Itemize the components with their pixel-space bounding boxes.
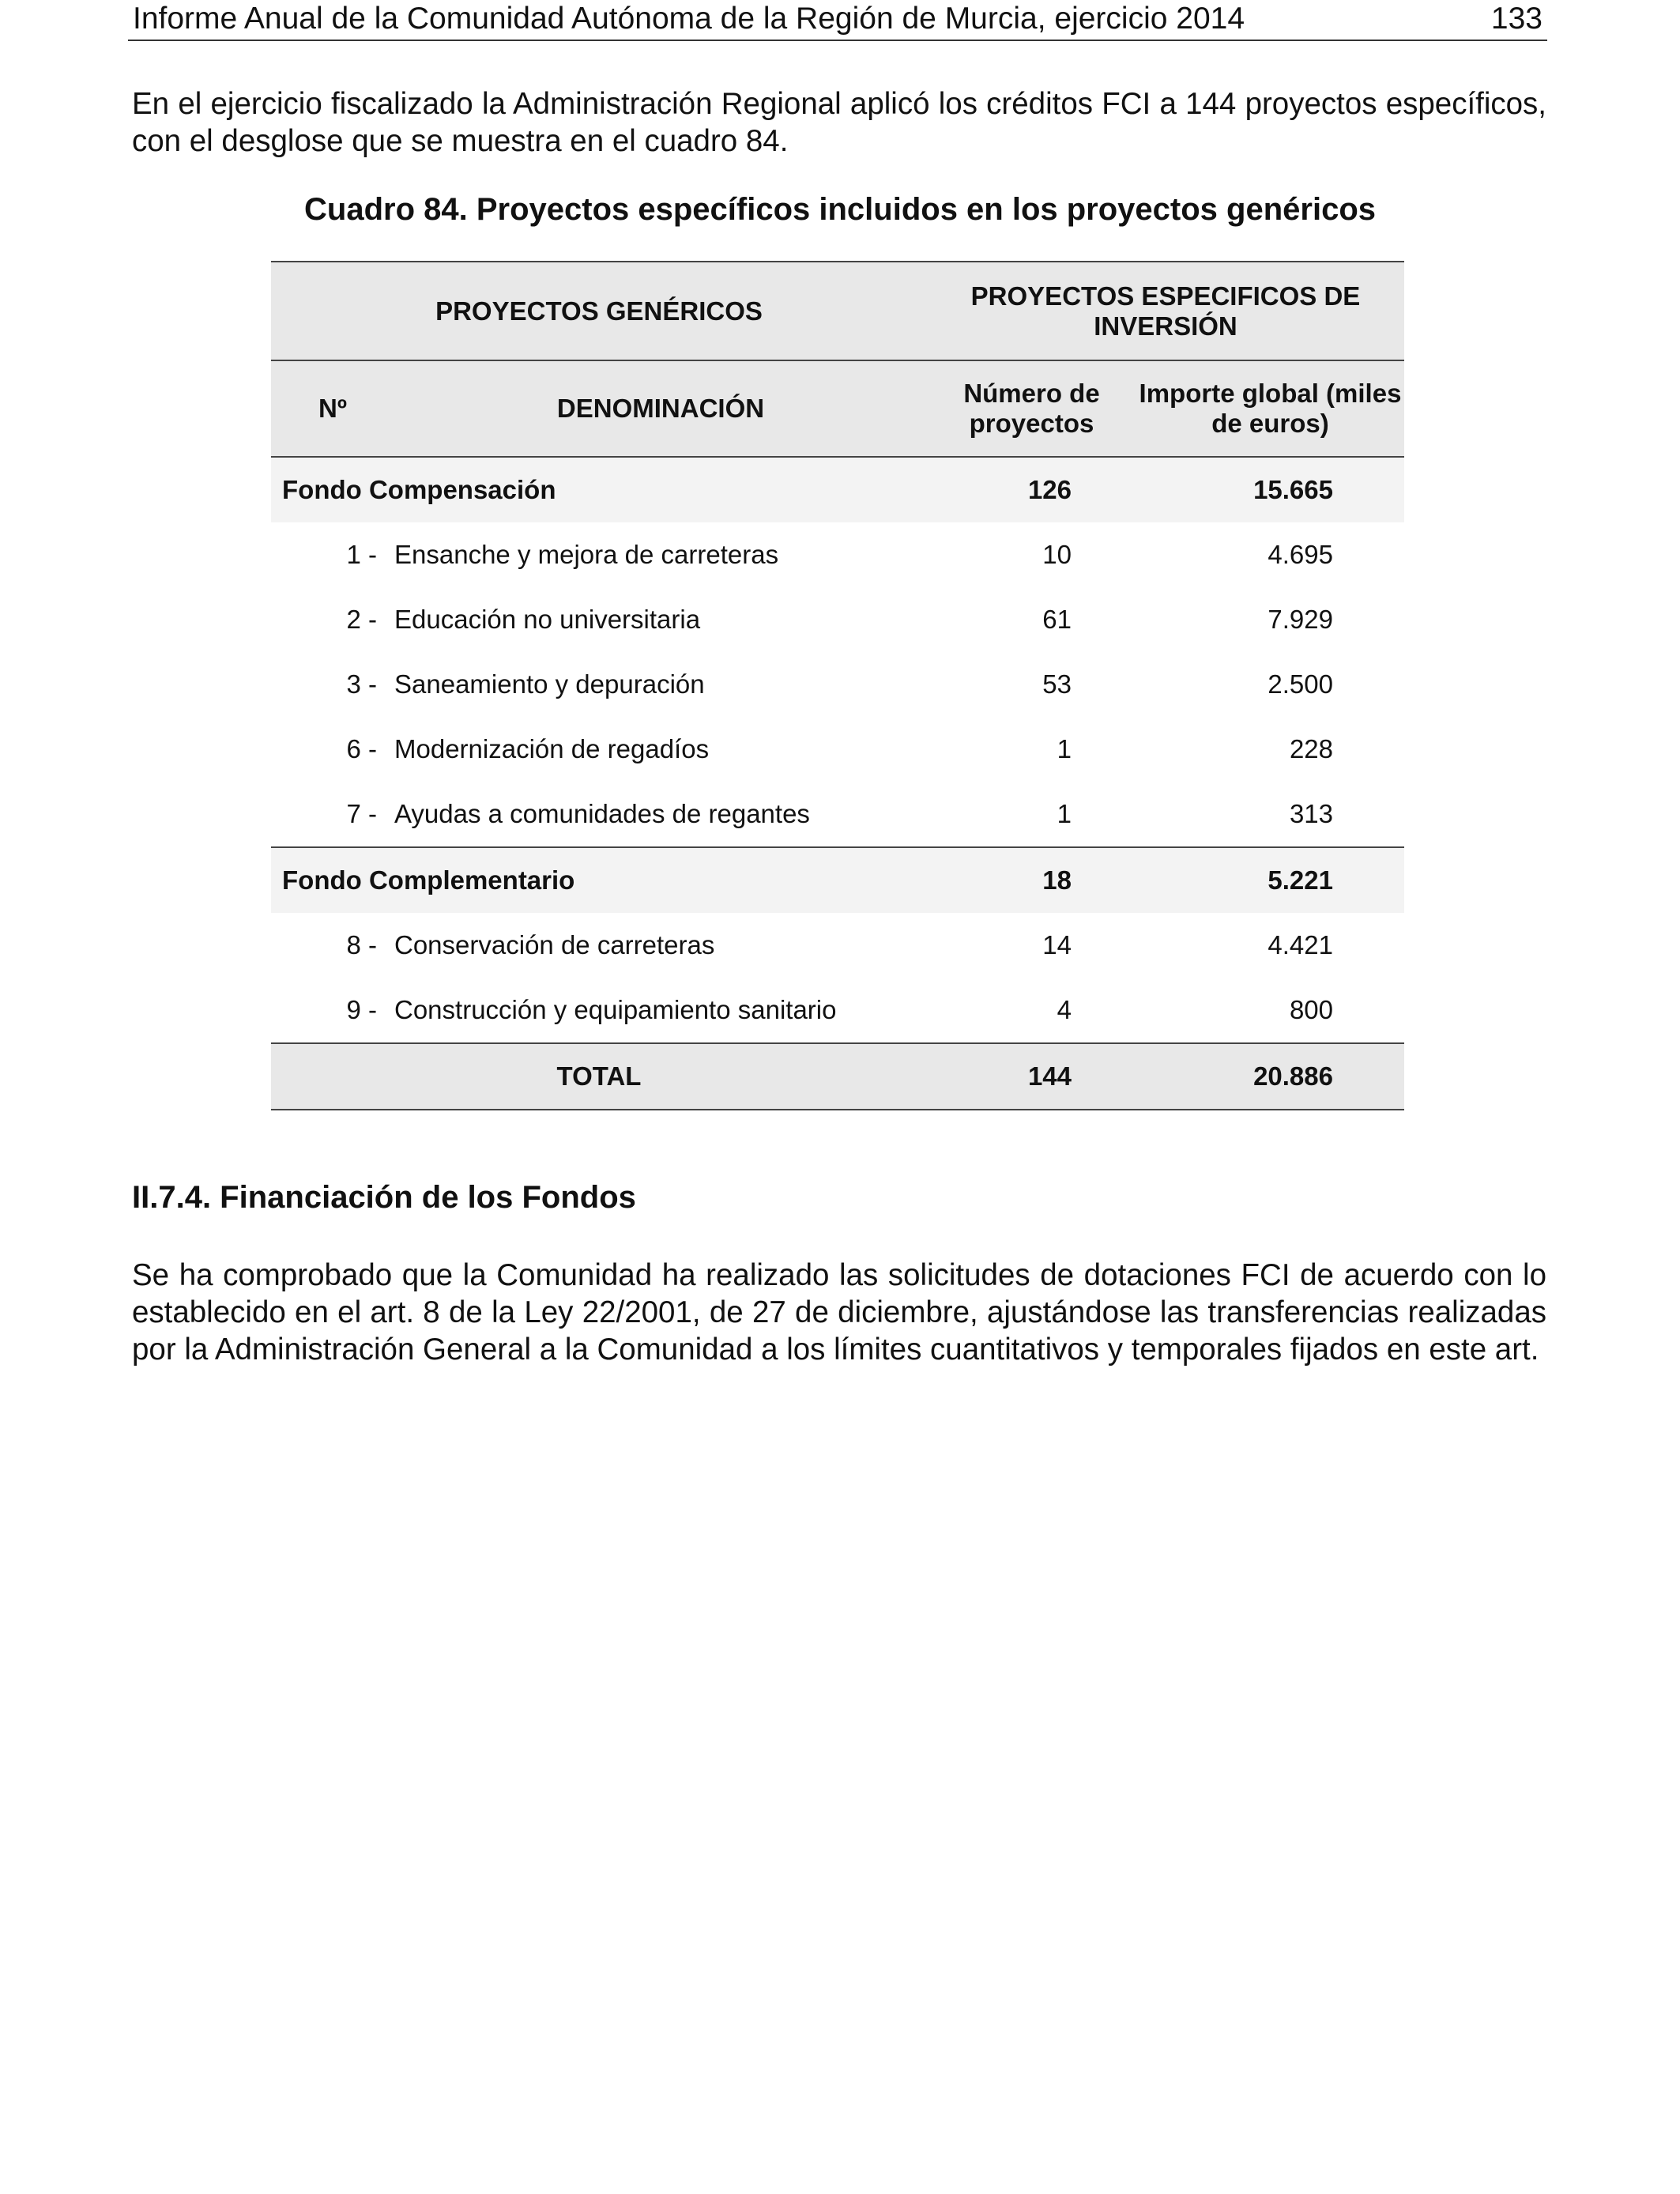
total-label: TOTAL [271, 1043, 927, 1110]
group-row [271, 457, 1404, 522]
projects-table [271, 261, 1404, 1110]
report-title: Informe Anual de la Comunidad Autónoma de la Región de Murcia, ejercicio 2014 [133, 2, 1245, 36]
row-no: 1 - [346, 540, 377, 569]
row-denominacion: Saneamiento y depuración [394, 669, 705, 699]
row-no: 8 - [346, 930, 377, 959]
header-no: Nº [271, 360, 394, 457]
row-numero: 1 [1057, 799, 1072, 828]
row-no: 3 - [346, 669, 377, 699]
row-no: 7 - [346, 799, 377, 828]
group-label: Fondo Compensación [271, 457, 927, 522]
row-importe: 4.421 [1268, 930, 1333, 959]
row-importe: 4.695 [1268, 540, 1333, 569]
row-denominacion: Ensanche y mejora de carreteras [394, 540, 779, 569]
row-no: 6 - [346, 734, 377, 763]
section-paragraph: Se ha comprobado que la Comunidad ha realizado las solicitudes de dotaciones FCI de acuerdo con lo establecido en el art. 8 de la Ley 22/2001, de 27 de diciembre, ajustándose las transferencias realizadas por la Administración General a la Comunidad a los límites cuantitativos y temporales fijados en este art. [132, 1258, 1546, 1367]
group-label: Fondo Complementario [271, 847, 927, 913]
row-numero: 1 [1057, 734, 1072, 763]
row-importe: 800 [1289, 995, 1333, 1024]
table-row [271, 717, 1404, 782]
row-denominacion: Ayudas a comunidades de regantes [394, 799, 810, 828]
row-numero: 61 [1042, 605, 1072, 634]
row-denominacion: Educación no universitaria [394, 605, 701, 634]
row-denominacion: Construcción y equipamiento sanitario [394, 995, 837, 1024]
row-no: 9 - [346, 995, 377, 1024]
total-numero: 144 [927, 1043, 1136, 1110]
header-denominacion: DENOMINACIÓN [394, 360, 927, 457]
group-row [271, 847, 1404, 913]
header-numero: Número de proyectos [927, 360, 1136, 457]
group-importe: 15.665 [1136, 457, 1404, 522]
row-importe: 313 [1289, 799, 1333, 828]
table-row [271, 587, 1404, 652]
table-row [271, 782, 1404, 847]
total-row [271, 1043, 1404, 1110]
header-generic-projects: PROYECTOS GENÉRICOS [271, 262, 927, 360]
total-importe: 20.886 [1136, 1043, 1404, 1110]
row-no: 2 - [346, 605, 377, 634]
header-importe: Importe global (miles de euros) [1136, 360, 1404, 457]
table-row [271, 978, 1404, 1043]
row-numero: 4 [1057, 995, 1072, 1024]
table-caption: Cuadro 84. Proyectos específicos incluidos en los proyectos genéricos [304, 192, 1376, 227]
row-numero: 10 [1042, 540, 1072, 569]
row-denominacion: Conservación de carreteras [394, 930, 715, 959]
header-specific-projects: PROYECTOS ESPECIFICOS DE INVERSIÓN [927, 262, 1404, 360]
section-heading: II.7.4. Financiación de los Fondos [132, 1180, 636, 1215]
group-numero: 18 [927, 847, 1136, 913]
row-numero: 53 [1042, 669, 1072, 699]
table-row [271, 652, 1404, 717]
page-header [128, 0, 1547, 41]
row-importe: 2.500 [1268, 669, 1333, 699]
table-row [271, 913, 1404, 978]
table-row [271, 522, 1404, 587]
row-denominacion: Modernización de regadíos [394, 734, 710, 763]
page-number: 133 [1490, 2, 1543, 36]
table-subheader-row [271, 360, 1404, 457]
row-importe: 228 [1289, 734, 1333, 763]
group-numero: 126 [927, 457, 1136, 522]
intro-paragraph: En el ejercicio fiscalizado la Administración Regional aplicó los créditos FCI a 144 proyectos específicos, con el desglose que se muestra en el cuadro 84. [132, 87, 1546, 158]
row-numero: 14 [1042, 930, 1072, 959]
group-importe: 5.221 [1136, 847, 1404, 913]
table-header-row [271, 262, 1404, 360]
row-importe: 7.929 [1268, 605, 1333, 634]
